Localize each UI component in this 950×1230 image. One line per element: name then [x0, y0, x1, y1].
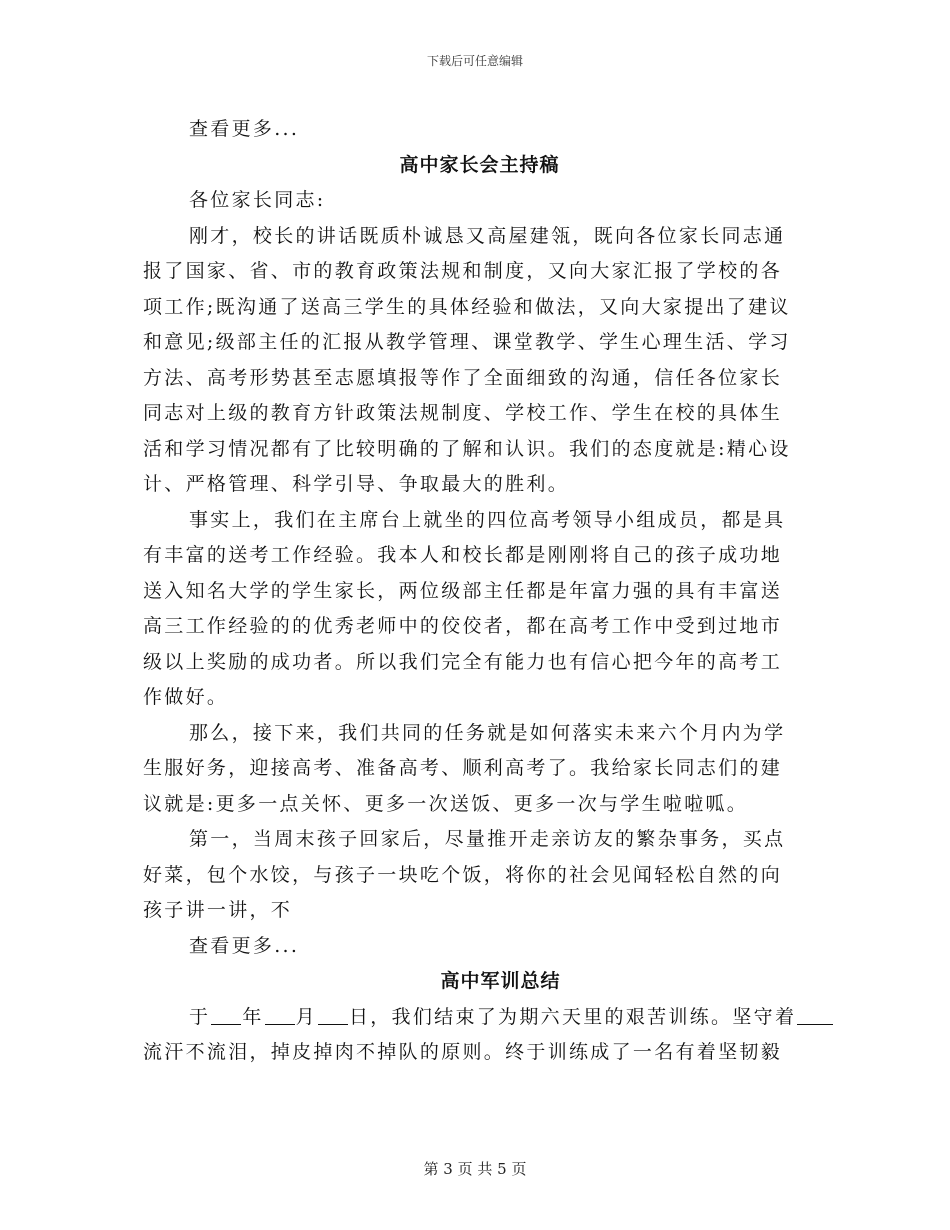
- text-line: 项工作;既沟通了送高三学生的具体经验和做法，又向大家提出了建议: [143, 295, 791, 318]
- paragraph: [143, 716, 808, 823]
- text-line: 议就是:更多一点关怀、更多一次送饭、更多一次与学生啦啦呱。: [143, 792, 749, 815]
- fill-blank: [318, 1002, 348, 1025]
- fill-blank: [797, 1002, 833, 1025]
- text-line: 流汗不流泪，掉皮掉肉不掉队的原则。终于训练成了一名有着坚韧毅: [143, 1041, 783, 1063]
- view-more-link[interactable]: 查看更多...: [189, 118, 300, 140]
- text-line: 高三工作经验的的优秀老师中的佼佼者，都在高考工作中受到过地市: [143, 615, 783, 637]
- page-header: 下载后可任意编辑: [426, 54, 523, 68]
- salutation: 各位家长同志:: [189, 189, 326, 211]
- text-line: 同志对上级的教育方针政策法规制度、学校工作、学生在校的具体生: [143, 402, 783, 424]
- paragraph: [143, 503, 808, 716]
- text-fragment: 月: [295, 1005, 317, 1028]
- text-line: 方法、高考形势甚至志愿填报等作了全面细致的沟通，信任各位家长: [143, 366, 783, 389]
- text-line: 刚才，校长的讲话既质朴诚恳又高屋建瓴，既向各位家长同志通: [189, 224, 786, 247]
- text-line: 报了国家、省、市的教育政策法规和制度，又向大家汇报了学校的各: [143, 260, 783, 282]
- text-line: 第一，当周末孩子回家后，尽量推开走亲访友的繁杂事务，买点: [189, 828, 786, 850]
- text-line: 好菜，包个水饺，与孩子一块吃个饭，将你的社会见闻轻松自然的向: [143, 863, 783, 886]
- text-fragment: 年: [242, 1005, 264, 1028]
- fill-blank: [211, 1002, 241, 1025]
- text-line: 有丰富的送考工作经验。我本人和校长都是刚刚将自己的孩子成功地: [143, 544, 783, 566]
- text-line: [143, 1000, 808, 1036]
- text-line: 活和学习情况都有了比较明确的了解和认识。我们的态度就是:精心设: [143, 437, 791, 460]
- text-line: 计、严格管理、科学引导、争取最大的胜利。: [143, 473, 570, 495]
- text-line: 送入知名大学的学生家长，两位级部主任都是年富力强的具有丰富送: [143, 579, 783, 602]
- text-line: 事实上，我们在主席台上就坐的四位高考领导小组成员，都是具: [189, 508, 786, 531]
- page-number: 第 3 页 共 5 页: [423, 1160, 527, 1178]
- fill-blank: [265, 1002, 295, 1025]
- paragraph: [143, 219, 808, 503]
- article-title: 高中军训总结: [440, 970, 561, 992]
- paragraph: [143, 822, 808, 929]
- text-line: 作做好。: [143, 686, 229, 708]
- text-fragment: 于: [189, 1005, 211, 1028]
- paragraph: [143, 1000, 808, 1071]
- text-line: 生服好务，迎接高考、准备高考、顺利高考了。我给家长同志们的建: [143, 757, 783, 779]
- article-title: 高中家长会主持稿: [399, 153, 560, 176]
- text-line: 和意见;级部主任的汇报从教学管理、课堂教学、学生心理生活、学习: [143, 331, 791, 353]
- text-line: 那么，接下来，我们共同的任务就是如何落实未来六个月内为学: [189, 721, 786, 744]
- text-line: 孩子讲一讲，不: [143, 899, 293, 921]
- view-more-link[interactable]: 查看更多...: [189, 934, 300, 957]
- text-fragment: 日，我们结束了为期六天里的艰苦训练。坚守着: [348, 1005, 797, 1028]
- text-line: 级以上奖励的成功者。所以我们完全有能力也有信心把今年的高考工: [143, 650, 783, 673]
- document-body: [143, 112, 808, 1071]
